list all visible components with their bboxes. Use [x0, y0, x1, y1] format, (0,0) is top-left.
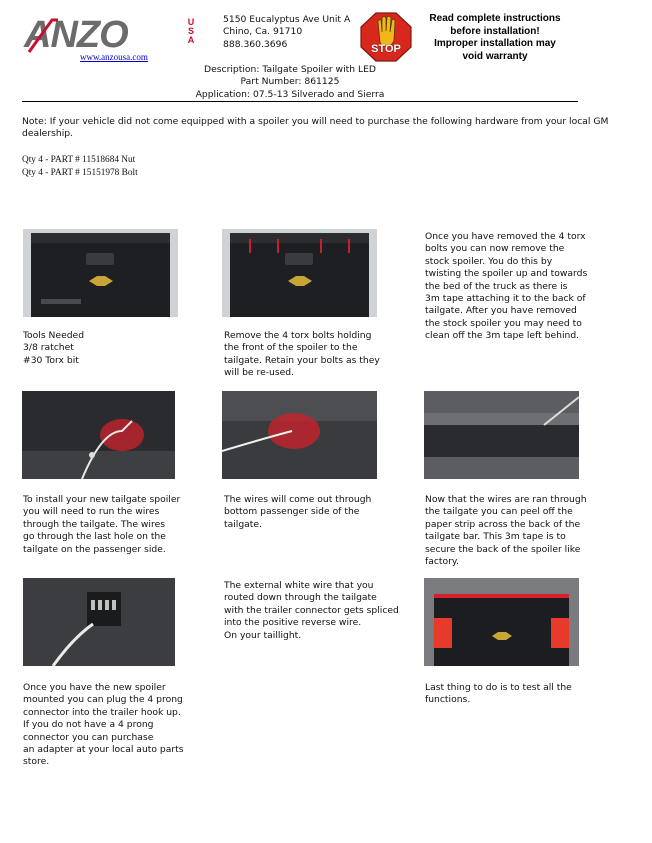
- product-info: [170, 64, 410, 101]
- hardware-list: [22, 154, 138, 179]
- phone-number: 888.360.3696: [223, 38, 288, 50]
- product-description: Description: Tailgate Spoiler with LED: [204, 64, 376, 75]
- header-divider: [22, 101, 578, 102]
- photo-trailer-connector: [23, 578, 175, 666]
- photo-peel-strip: [424, 391, 579, 479]
- address-line2: Chino, Ca. 91710: [223, 26, 303, 38]
- hardware-item-nut: Qty 4 - PART # 11518684 Nut: [22, 155, 136, 165]
- photo-tailgate-bolts: [222, 229, 377, 317]
- address-line1: 5150 Eucalyptus Ave Unit A: [223, 14, 351, 25]
- photo-test-lights: [424, 578, 579, 666]
- step-test-text: Last thing to do is to test all the functions.: [425, 682, 572, 706]
- logo-text: ANZO: [24, 14, 128, 56]
- step-remove-spoiler-text: Once you have removed the 4 torx bolts you can now remove the stock spoiler. You do this by twisting the spoiler up and towards the bed of the truck as there is 3m tape attaching it to the back of tailgate. After you have removed the stock spoiler you may need to clean off the 3m tape left behind.: [425, 231, 588, 342]
- step-white-wire-text: The external white wire that you routed down through the tailgate with the trailer connector gets spliced into the positive reverse wire. On your taillight.: [224, 580, 399, 641]
- step-peel-strip-text: Now that the wires are ran through the tailgate you can peel off the paper strip across the back of the tailgate bar. This 3m tape is to secure the back of the spoiler like factory.: [425, 494, 587, 568]
- part-number: Part Number: 861125: [240, 76, 340, 88]
- step-plug-connector-text: Once you have the new spoiler mounted you can plug the 4 prong connector into the trailer hook up. If you do not have a 4 prong connector you can purchase an adapter at your local auto parts store.: [23, 682, 184, 768]
- step-wires-out-text: The wires will come out through bottom passenger side of the tailgate.: [224, 494, 372, 530]
- hardware-item-bolt: Qty 4 - PART # 15151978 Bolt: [22, 167, 138, 178]
- stop-hand-sign-icon: [360, 12, 412, 62]
- warning-text: Read complete instructions before installation! Improper installation may void warranty: [429, 13, 561, 62]
- photo-tailgate-tools: [23, 229, 178, 317]
- application: Application: 07.5-13 Silverado and Sierra: [195, 88, 385, 100]
- note-text: Note: If your vehicle did not come equipped with a spoiler you will need to purchase the following hardware from your local GM dealership.: [22, 116, 609, 140]
- photo-wires-out: [222, 391, 377, 479]
- step-run-wires-text: To install your new tailgate spoiler you will need to run the wires through the tailgate. The wires go through the last hole on the tailgate on the passenger side.: [23, 494, 181, 555]
- stop-sign-text: STOP: [371, 43, 401, 55]
- photo-wire-hole: [22, 391, 175, 479]
- logo-country: USA: [187, 17, 195, 45]
- website-link[interactable]: www.anzousa.com: [80, 52, 148, 62]
- logo-swoosh: [24, 16, 194, 56]
- address-block: [223, 14, 350, 51]
- step-tools-text: Tools Needed 3/8 ratchet #30 Torx bit: [23, 330, 85, 366]
- step-remove-bolts-text: Remove the 4 torx bolts holding the front of the spoiler to the tailgate. Retain your bolts as they will be re-used.: [224, 330, 380, 379]
